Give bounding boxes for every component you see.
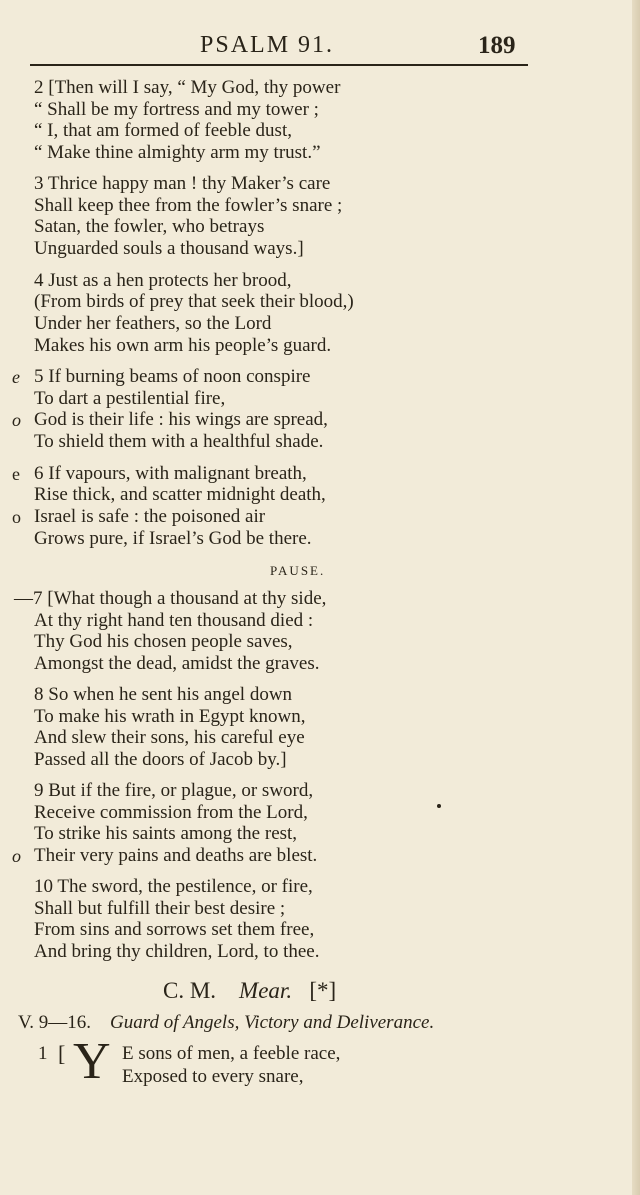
opening-bracket: [ xyxy=(58,1041,66,1066)
verse-line: 4 Just as a hen protects her brood, xyxy=(34,270,292,291)
hymn-subheading xyxy=(18,1012,434,1034)
verse-line: To make his wrath in Egypt known, xyxy=(34,706,306,727)
verse-line: “ I, that am formed of feeble dust, xyxy=(34,120,292,141)
page-edge xyxy=(632,0,640,1195)
verse-line: To dart a pestilential fire, xyxy=(34,388,226,409)
verse-line: 2 [Then will I say, “ My God, thy power xyxy=(34,77,341,98)
verse-line: Receive commission from the Lord, xyxy=(34,802,308,823)
verse-line: From sins and sorrows set them free, xyxy=(34,919,315,940)
verse-line: 5 If burning beams of noon conspire xyxy=(34,366,311,387)
verse-line: Amongst the dead, amidst the graves. xyxy=(34,653,320,674)
verse-line: And slew their sons, his careful eye xyxy=(34,727,305,748)
dynamic-marker: o xyxy=(12,410,21,430)
verse-line: 9 But if the fire, or plague, or sword, xyxy=(34,780,314,801)
hymn-topic: Guard of Angels, Victory and Deliverance. xyxy=(110,1012,435,1033)
hymn-stanza-number: 1 xyxy=(38,1043,48,1064)
dynamic-marker: e xyxy=(12,367,20,387)
dynamic-marker: e xyxy=(12,464,20,484)
verse-line: At thy right hand ten thousand died : xyxy=(34,610,314,631)
tune-mark: [*] xyxy=(309,978,337,1003)
verse-line: Grows pure, if Israel’s God be there. xyxy=(34,528,312,549)
verse-line: Shall keep thee from the fowler’s snare ; xyxy=(34,195,343,216)
verse-line: 6 If vapours, with malignant breath, xyxy=(34,463,307,484)
verse-line: 10 The sword, the pestilence, or fire, xyxy=(34,876,313,897)
verse-line: Under her feathers, so the Lord xyxy=(34,313,272,334)
pause-heading: PAUSE. xyxy=(270,563,326,578)
verse-line: (From birds of prey that seek their blood,) xyxy=(34,291,354,312)
verse-range: V. 9—16. xyxy=(18,1012,92,1033)
verse-line: E sons of men, a feeble race, xyxy=(122,1043,341,1064)
verse-line: And bring thy children, Lord, to thee. xyxy=(34,941,320,962)
running-title: PSALM 91. xyxy=(200,32,335,58)
verse-line: Makes his own arm his people’s guard. xyxy=(34,335,332,356)
meter-heading xyxy=(163,978,336,1004)
verse-line: Exposed to every snare, xyxy=(122,1066,304,1087)
tune-name: Mear. xyxy=(239,978,293,1003)
meter-label: C. M. xyxy=(163,978,217,1003)
page-header xyxy=(0,28,640,68)
header-rule xyxy=(30,64,528,66)
verse-line: “ Make thine almighty arm my trust.” xyxy=(34,142,321,163)
verse-line: 8 So when he sent his angel down xyxy=(34,684,293,705)
verse-line: “ Shall be my fortress and my tower ; xyxy=(34,99,319,120)
drop-cap: Y xyxy=(73,1033,111,1090)
verse-line: Satan, the fowler, who betrays xyxy=(34,216,265,237)
verse-line: To strike his saints among the rest, xyxy=(34,823,298,844)
verse-line: —7 [What though a thousand at thy side, xyxy=(14,588,327,609)
ink-dot xyxy=(437,804,441,808)
verse-line: Shall but fulfill their best desire ; xyxy=(34,898,286,919)
verse-line: Unguarded souls a thousand ways.] xyxy=(34,238,304,259)
verse-line: Passed all the doors of Jacob by.] xyxy=(34,749,287,770)
dynamic-marker: o xyxy=(12,507,21,527)
verse-line: Thy God his chosen people saves, xyxy=(34,631,293,652)
verse-line: Their very pains and deaths are blest. xyxy=(34,845,318,866)
page-number: 189 xyxy=(478,32,516,59)
verse-line: To shield them with a healthful shade. xyxy=(34,431,324,452)
verse-line: Israel is safe : the poisoned air xyxy=(34,506,266,527)
verse-line: God is their life : his wings are spread, xyxy=(34,409,328,430)
verse-line: 3 Thrice happy man ! thy Maker’s care xyxy=(34,173,331,194)
verse-line: Rise thick, and scatter midnight death, xyxy=(34,484,326,505)
dynamic-marker: o xyxy=(12,846,21,866)
